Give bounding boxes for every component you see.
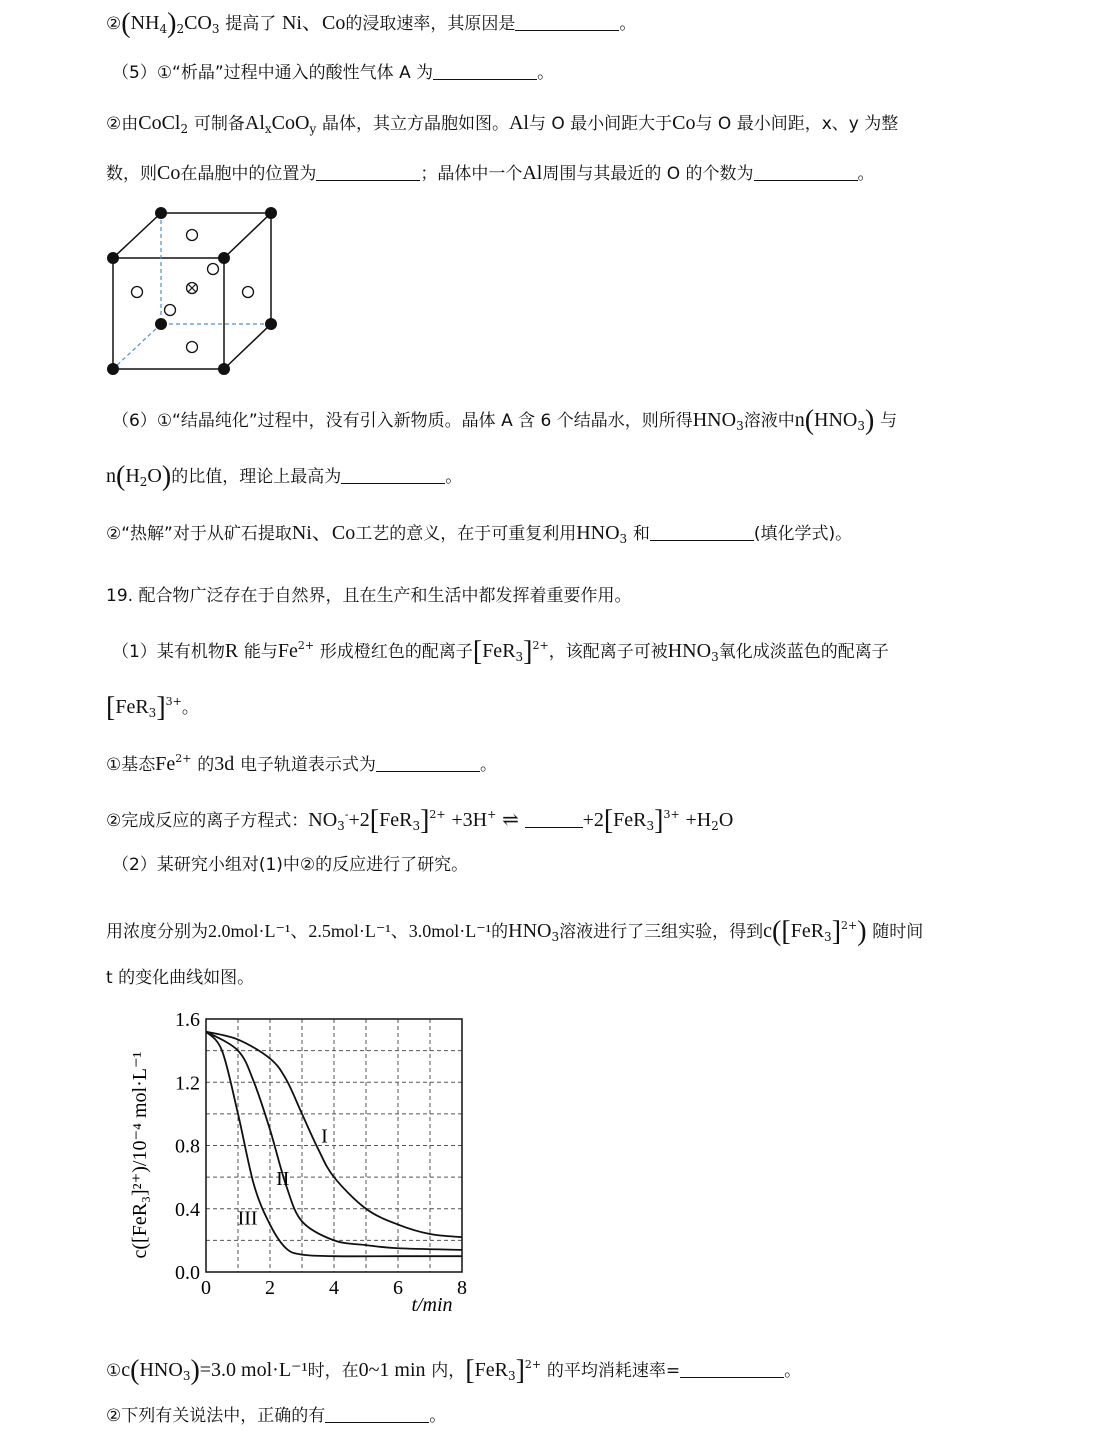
question-line: ②下列有关说法中，正确的有 。 [106,1406,447,1426]
corner-atom [218,363,230,375]
x-tick-label: 4 [329,1277,339,1299]
series-label: I [321,1125,328,1148]
answer-blank[interactable] [650,522,754,541]
answer-blank[interactable] [325,1404,429,1423]
answer-blank[interactable] [341,465,445,484]
corner-atom [218,252,230,264]
answer-blank[interactable] [680,1359,784,1378]
answer-blank[interactable] [376,753,480,772]
face-center-atom [243,287,254,298]
x-axis-label: t/min [411,1294,453,1316]
question-heading: 19. 配合物广泛存在于自然界，且在生产和生活中都发挥着重要作用。 [106,586,632,606]
corner-atom [265,207,277,219]
answer-blank[interactable] [525,809,583,828]
answer-blank[interactable] [515,12,619,31]
face-center-atom [165,305,176,316]
crystal-cell-diagram [100,200,290,380]
question-line: ②完成反应的离子方程式：$NO_3^-+2[FeR_3]^{2+} +3H^+$ ⇌ $+2[FeR_3]^{3+} +H_2O$ [106,805,734,836]
face-center-atom [208,264,219,275]
question-line: 用浓度分别为2.0mol·L⁻¹、2.5mol·L⁻¹、3.0mol·L⁻¹的$HNO_3$溶液进行了三组实验，得到$c([FeR_3]^{2+})$ 随时间 [106,916,924,947]
x-tick-label: 6 [393,1277,403,1299]
answer-blank[interactable] [433,61,537,80]
question-line: t 的变化曲线如图。 [106,968,255,988]
y-tick-label: 0.8 [175,1135,200,1158]
face-center-atom [132,287,143,298]
question-line: （2）某研究小组对(1)中②的反应进行了研究。 [112,855,469,875]
question-line: $①c(HNO_3)=3.0$ mol·L⁻¹时，在0~1 min 内，$[FeR_3]^{2+}$ 的平均消耗速率= 。 [106,1355,802,1386]
corner-atom [107,252,119,264]
y-tick-label: 0.0 [175,1262,200,1284]
series-label: III [237,1207,258,1230]
corner-atom [155,318,167,330]
face-center-atom [187,342,198,353]
answer-blank[interactable] [316,162,420,181]
answer-blank[interactable] [754,162,858,181]
question-line: ②由CoCl$_2$ 可制备$Al_xCoO_y$ 晶体，其立方晶胞如图。Al与 O 最小间距大于Co与 O 最小间距，x、y 为整 [106,112,899,136]
series-label: II [276,1168,290,1191]
equilibrium-arrow: ⇌ [502,809,519,831]
concentration-time-chart [100,1005,480,1320]
question-line: （5）①“析晶”过程中通入的酸性气体 A 为 。 [112,63,555,83]
question-line: $n(H_2O)$的比值，理论上最高为 。 [106,461,463,492]
x-tick-label: 0 [201,1277,211,1299]
corner-atom [107,363,119,375]
y-axis-label: c([FeR₃]²⁺)/10⁻⁴ mol·L⁻¹ [129,1051,151,1259]
corner-atom [155,207,167,219]
corner-atom [265,318,277,330]
question-line: ①基态$Fe^{2+}$ 的3d 电子轨道表示式为 。 [106,752,497,775]
y-tick-label: 1.2 [175,1072,200,1095]
question-line: $[FeR_3]^{3+}$。 [106,692,199,723]
x-tick-label: 2 [265,1277,275,1299]
face-center-atom [187,230,198,241]
x-tick-label: 8 [457,1277,467,1299]
question-line: （6）①“结晶纯化”过程中，没有引入新物质。晶体 A 含 6 个结晶水，则所得$HNO_3$溶液中$n(HNO_3)$ 与 [112,405,898,436]
question-line: $②(NH_4)_2CO_3$ 提高了 Ni、Co的浸取速率，其原因是 。 [106,8,637,39]
y-tick-label: 1.6 [175,1009,200,1031]
question-line: （1）某有机物R 能与$Fe^{2+}$ 形成橙红色的配离子$[FeR_3]^{2+}$，该配离子可被$HNO_3$氧化成淡蓝色的配离子 [112,636,889,667]
y-tick-label: 0.4 [175,1198,200,1221]
question-line: ②“热解”对于从矿石提取Ni、Co工艺的意义，在于可重复利用$HNO_3$ 和 (填化学式)。 [106,522,853,546]
question-line: 数，则Co在晶胞中的位置为 ；晶体中一个Al周围与其最近的 O 的个数为 。 [106,162,875,184]
